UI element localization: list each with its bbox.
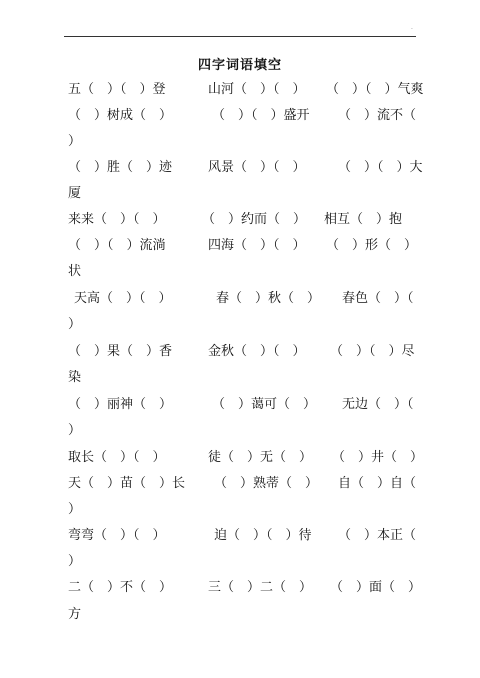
page-title: 四字词语填空 bbox=[197, 58, 282, 73]
exercise-item: ） bbox=[68, 317, 82, 332]
exercise-item: 徒（ ）无（ ） bbox=[208, 450, 313, 465]
exercise-line bbox=[0, 262, 480, 282]
exercise-line bbox=[0, 395, 480, 415]
exercise-line bbox=[0, 421, 480, 441]
exercise-item: （ ）（ ）大 bbox=[338, 160, 423, 175]
exercise-item: 自（ ）自（ bbox=[338, 476, 417, 491]
exercise-line bbox=[0, 342, 480, 362]
exercise-item: 山河（ ）（ ） bbox=[208, 82, 306, 97]
exercise-item: （ ）（ ）尽 bbox=[330, 344, 415, 359]
exercise-item: 来来（ ）（ ） bbox=[68, 212, 166, 227]
exercise-line bbox=[0, 368, 480, 388]
exercise-item: 风景（ ）（ ） bbox=[208, 160, 306, 175]
exercise-item: 五（ ）（ ）登 bbox=[68, 82, 166, 97]
exercise-line bbox=[0, 474, 480, 494]
exercise-item: 染 bbox=[68, 370, 82, 385]
exercise-item: （ ）胜（ ）迹 bbox=[68, 160, 173, 175]
exercise-item: 迫（ ）（ ）待 bbox=[214, 528, 312, 543]
exercise-item: 弯弯（ ）（ ） bbox=[68, 528, 166, 543]
exercise-item: 天（ ）苗（ ）长 bbox=[68, 476, 186, 491]
exercise-item: （ ）井（ ） bbox=[332, 450, 424, 465]
exercise-item: 春色（ ）（ bbox=[342, 291, 414, 306]
exercise-item: ） bbox=[68, 554, 82, 569]
exercise-line bbox=[0, 448, 480, 468]
exercise-item: 状 bbox=[68, 264, 82, 279]
exercise-line bbox=[0, 210, 480, 230]
exercise-line bbox=[0, 184, 480, 204]
exercise-item: （ ）流不（ bbox=[338, 108, 417, 123]
exercise-item: 春（ ）秋（ ） bbox=[216, 291, 321, 306]
exercise-item: （ ）树成（ ） bbox=[68, 108, 173, 123]
exercise-item: （ ）形（ ） bbox=[326, 238, 418, 253]
exercise-line bbox=[0, 526, 480, 546]
exercise-item: 相互（ ）抱 bbox=[324, 212, 403, 227]
exercise-item: 无边（ ）（ bbox=[342, 397, 414, 412]
exercise-item: （ ）（ ）气爽 bbox=[326, 82, 424, 97]
exercise-item: （ ）本正（ bbox=[338, 528, 417, 543]
exercise-item: 天高（ ）（ ） bbox=[74, 291, 172, 306]
exercise-item: ） bbox=[68, 134, 82, 149]
exercise-line bbox=[0, 315, 480, 335]
exercise-item: （ ）（ ）盛开 bbox=[212, 108, 310, 123]
exercise-item: ） bbox=[68, 502, 82, 517]
exercise-item: 厦 bbox=[68, 186, 82, 201]
exercise-line bbox=[0, 236, 480, 256]
exercise-item: （ ）（ ）流淌 bbox=[68, 238, 166, 253]
exercise-line bbox=[0, 132, 480, 152]
exercise-item: （ ）面（ ） bbox=[330, 580, 422, 595]
exercise-line bbox=[0, 158, 480, 178]
exercise-item: 取长（ ）（ ） bbox=[68, 450, 166, 465]
exercise-item: （ ）果（ ）香 bbox=[68, 344, 173, 359]
header-mark: · bbox=[411, 26, 413, 33]
exercise-line bbox=[0, 578, 480, 598]
exercise-item: ） bbox=[68, 423, 82, 438]
exercise-line bbox=[0, 500, 480, 520]
exercise-item: （ ）约而（ ） bbox=[202, 212, 307, 227]
exercise-line bbox=[0, 552, 480, 572]
exercise-line bbox=[0, 80, 480, 100]
exercise-item: 方 bbox=[68, 607, 82, 622]
header-rule bbox=[64, 36, 416, 37]
exercise-item: （ ）熟蒂（ ） bbox=[214, 476, 319, 491]
exercise-line bbox=[0, 106, 480, 126]
exercise-line bbox=[0, 289, 480, 309]
exercise-item: 二（ ）不（ ） bbox=[68, 580, 173, 595]
exercise-item: （ ）丽神（ ） bbox=[68, 397, 173, 412]
exercise-item: 四海（ ）（ ） bbox=[208, 238, 306, 253]
exercise-line bbox=[0, 605, 480, 625]
exercise-item: （ ）蔼可（ ） bbox=[212, 397, 317, 412]
exercise-item: 金秋（ ）（ ） bbox=[208, 344, 306, 359]
exercise-item: 三（ ）二（ ） bbox=[208, 580, 313, 595]
